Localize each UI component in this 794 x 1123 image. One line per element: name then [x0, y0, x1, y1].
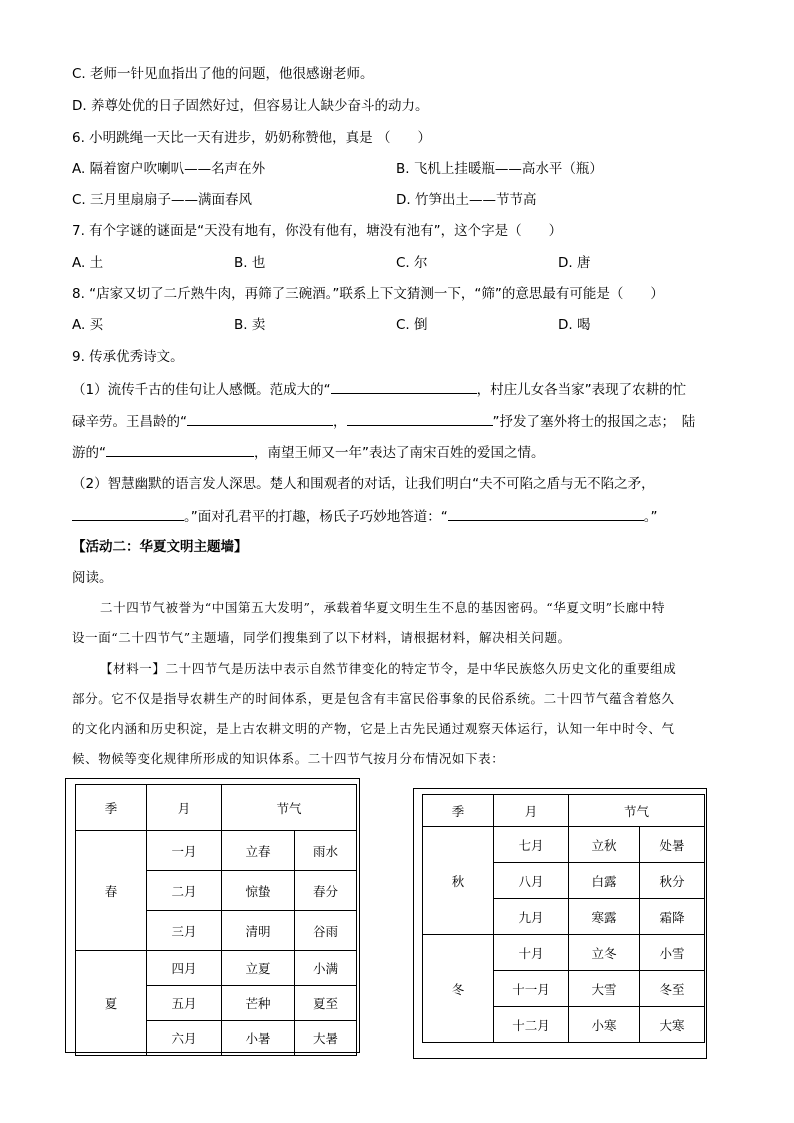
q9-part2-line1: （2）智慧幽默的语言发人深思。楚人和围观者的对话，让我们明白“夫不可陷之盾与无不陷之矛，: [72, 476, 655, 492]
answer-blank[interactable]: [448, 506, 644, 521]
q7-option-a: A. 土: [72, 255, 104, 271]
table-month-cell: 十二月: [494, 1007, 569, 1043]
q8-option-d: D. 喝: [558, 317, 591, 333]
answer-blank[interactable]: [72, 506, 184, 521]
question-9: 9. 传承优秀诗文。: [72, 349, 184, 365]
table-term-cell: 小暑: [222, 1021, 295, 1056]
activity-2-heading: 【活动二：华夏文明主题墙】: [72, 539, 248, 555]
table-header-terms: 节气: [569, 795, 705, 827]
table-term-cell: 立夏: [222, 951, 295, 986]
q9-part1-line3: [72, 442, 545, 463]
table-term-cell: 立秋: [569, 827, 640, 863]
table-term-cell: 处暑: [640, 827, 705, 863]
q9-part2-text-b: 。”: [643, 509, 658, 525]
material-1-line4: 候、物候等变化规律所形成的知识体系。二十四节气按月分布情况如下表：: [72, 751, 505, 766]
q6-option-d: D. 竹笋出土——节节高: [396, 192, 537, 208]
q9-part1-line1: [72, 379, 686, 400]
answer-blank[interactable]: [106, 442, 254, 457]
q5-option-d: D. 养尊处优的日子固然好过，但容易让人缺少奋斗的动力。: [72, 98, 429, 114]
table-month-cell: 六月: [147, 1021, 222, 1056]
q7-option-d: D. 唐: [558, 255, 591, 271]
q9-part1-line2: [72, 411, 695, 432]
table-month-cell: 十月: [494, 935, 569, 971]
table-month-cell: 十一月: [494, 971, 569, 1007]
question-8: 8. “店家又切了二斤熟牛肉，再筛了三碗酒。”联系上下文猜测一下，“筛”的意思最有可能是（ ）: [72, 286, 664, 302]
solar-terms-table-autumn-winter: [422, 794, 705, 1043]
table-season-cell: 夏: [76, 951, 147, 1056]
table-header-month: 月: [494, 795, 569, 827]
table-header-season: 季: [423, 795, 494, 827]
q9-part1-text-a: （1）流传千古的佳句让人感慨。范成大的“: [72, 382, 331, 398]
table-term-cell: 惊蛰: [222, 871, 295, 911]
q9-part1-text-e: 游的“: [72, 445, 106, 461]
table-header-month: 月: [147, 785, 222, 831]
table-term-cell: 白露: [569, 863, 640, 899]
q9-part2-line2: [72, 506, 658, 527]
table-month-cell: 四月: [147, 951, 222, 986]
question-6: 6. 小明跳绳一天比一天有进步，奶奶称赞他，真是 （ ）: [72, 130, 431, 146]
table-month-cell: 一月: [147, 831, 222, 871]
q7-option-b: B. 也: [234, 255, 266, 271]
table-season-cell: 秋: [423, 827, 494, 935]
table-term-cell: 春分: [295, 871, 357, 911]
table-term-cell: 小雪: [640, 935, 705, 971]
table-term-cell: 大暑: [295, 1021, 357, 1056]
table-term-cell: 小寒: [569, 1007, 640, 1043]
table-term-cell: 芒种: [222, 986, 295, 1021]
table-term-cell: 秋分: [640, 863, 705, 899]
q8-option-b: B. 卖: [234, 317, 266, 333]
table-term-cell: 谷雨: [295, 911, 357, 951]
answer-blank[interactable]: [331, 379, 477, 394]
q9-part2-text-a: 。”面对孔君平的打趣，杨氏子巧妙地答道：“: [184, 509, 448, 525]
solar-terms-table-spring-summer: [75, 784, 357, 1056]
q6-option-c: C. 三月里扇扇子——满面春风: [72, 192, 253, 208]
table-month-cell: 二月: [147, 871, 222, 911]
table-term-cell: 雨水: [295, 831, 357, 871]
table-term-cell: 大雪: [569, 971, 640, 1007]
intro-paragraph-line1: 二十四节气被誉为“中国第五大发明”，承载着华夏文明生生不息的基因密码。“华夏文明”长廊中特: [100, 600, 666, 615]
q6-option-a: A. 隔着窗户吹喇叭——名声在外: [72, 161, 266, 177]
answer-blank[interactable]: [347, 411, 493, 426]
q9-part1-comma: ，: [333, 414, 347, 430]
table-month-cell: 七月: [494, 827, 569, 863]
table-season-cell: 冬: [423, 935, 494, 1043]
question-7: 7. 有个字谜的谜面是“天没有地有，你没有他有，塘没有池有”，这个字是（ ）: [72, 223, 563, 239]
table-term-cell: 大寒: [640, 1007, 705, 1043]
q8-option-a: A. 买: [72, 317, 104, 333]
q8-option-c: C. 倒: [396, 317, 428, 333]
table-month-cell: 八月: [494, 863, 569, 899]
table-term-cell: 霜降: [640, 899, 705, 935]
answer-blank[interactable]: [187, 411, 333, 426]
table-term-cell: 清明: [222, 911, 295, 951]
q9-part1-text-c: 碌辛劳。王昌龄的“: [72, 414, 187, 430]
q9-part1-text-b: ，村庄儿女各当家”表现了农耕的忙: [476, 382, 687, 398]
q9-part1-text-f: ，南望王师又一年”表达了南宋百姓的爱国之情。: [254, 445, 545, 461]
table-term-cell: 寒露: [569, 899, 640, 935]
table-header-season: 季: [76, 785, 147, 831]
read-instruction: 阅读。: [72, 570, 113, 586]
table-month-cell: 九月: [494, 899, 569, 935]
material-1-line1: 【材料一】二十四节气是历法中表示自然节律变化的特定节令，是中华民族悠久历史文化的重要组成: [100, 661, 677, 676]
table-header-terms: 节气: [222, 785, 357, 831]
table-term-cell: 冬至: [640, 971, 705, 1007]
table-month-cell: 五月: [147, 986, 222, 1021]
material-1-line2: 部分。它不仅是指导农耕生产的时间体系，更是包含有丰富民俗事象的民俗系统。二十四节气蕴含着悠久: [72, 691, 675, 706]
q9-part1-text-d: ”抒发了塞外将士的报国之志； 陆: [492, 414, 696, 430]
q6-option-b: B. 飞机上挂暖瓶——高水平（瓶）: [396, 161, 603, 177]
table-term-cell: 立春: [222, 831, 295, 871]
q5-option-c: C. 老师一针见血指出了他的问题，他很感谢老师。: [72, 66, 374, 82]
table-term-cell: 立冬: [569, 935, 640, 971]
material-1-line3: 的文化内涵和历史积淀，是上古农耕文明的产物，它是上古先民通过观察天体运行，认知一年中时令、气: [72, 721, 675, 736]
table-term-cell: 夏至: [295, 986, 357, 1021]
table-season-cell: 春: [76, 831, 147, 951]
table-term-cell: 小满: [295, 951, 357, 986]
intro-paragraph-line2: 设一面“二十四节气”主题墙，同学们搜集到了以下材料，请根据材料，解决相关问题。: [72, 630, 571, 645]
q7-option-c: C. 尔: [396, 255, 428, 271]
table-month-cell: 三月: [147, 911, 222, 951]
